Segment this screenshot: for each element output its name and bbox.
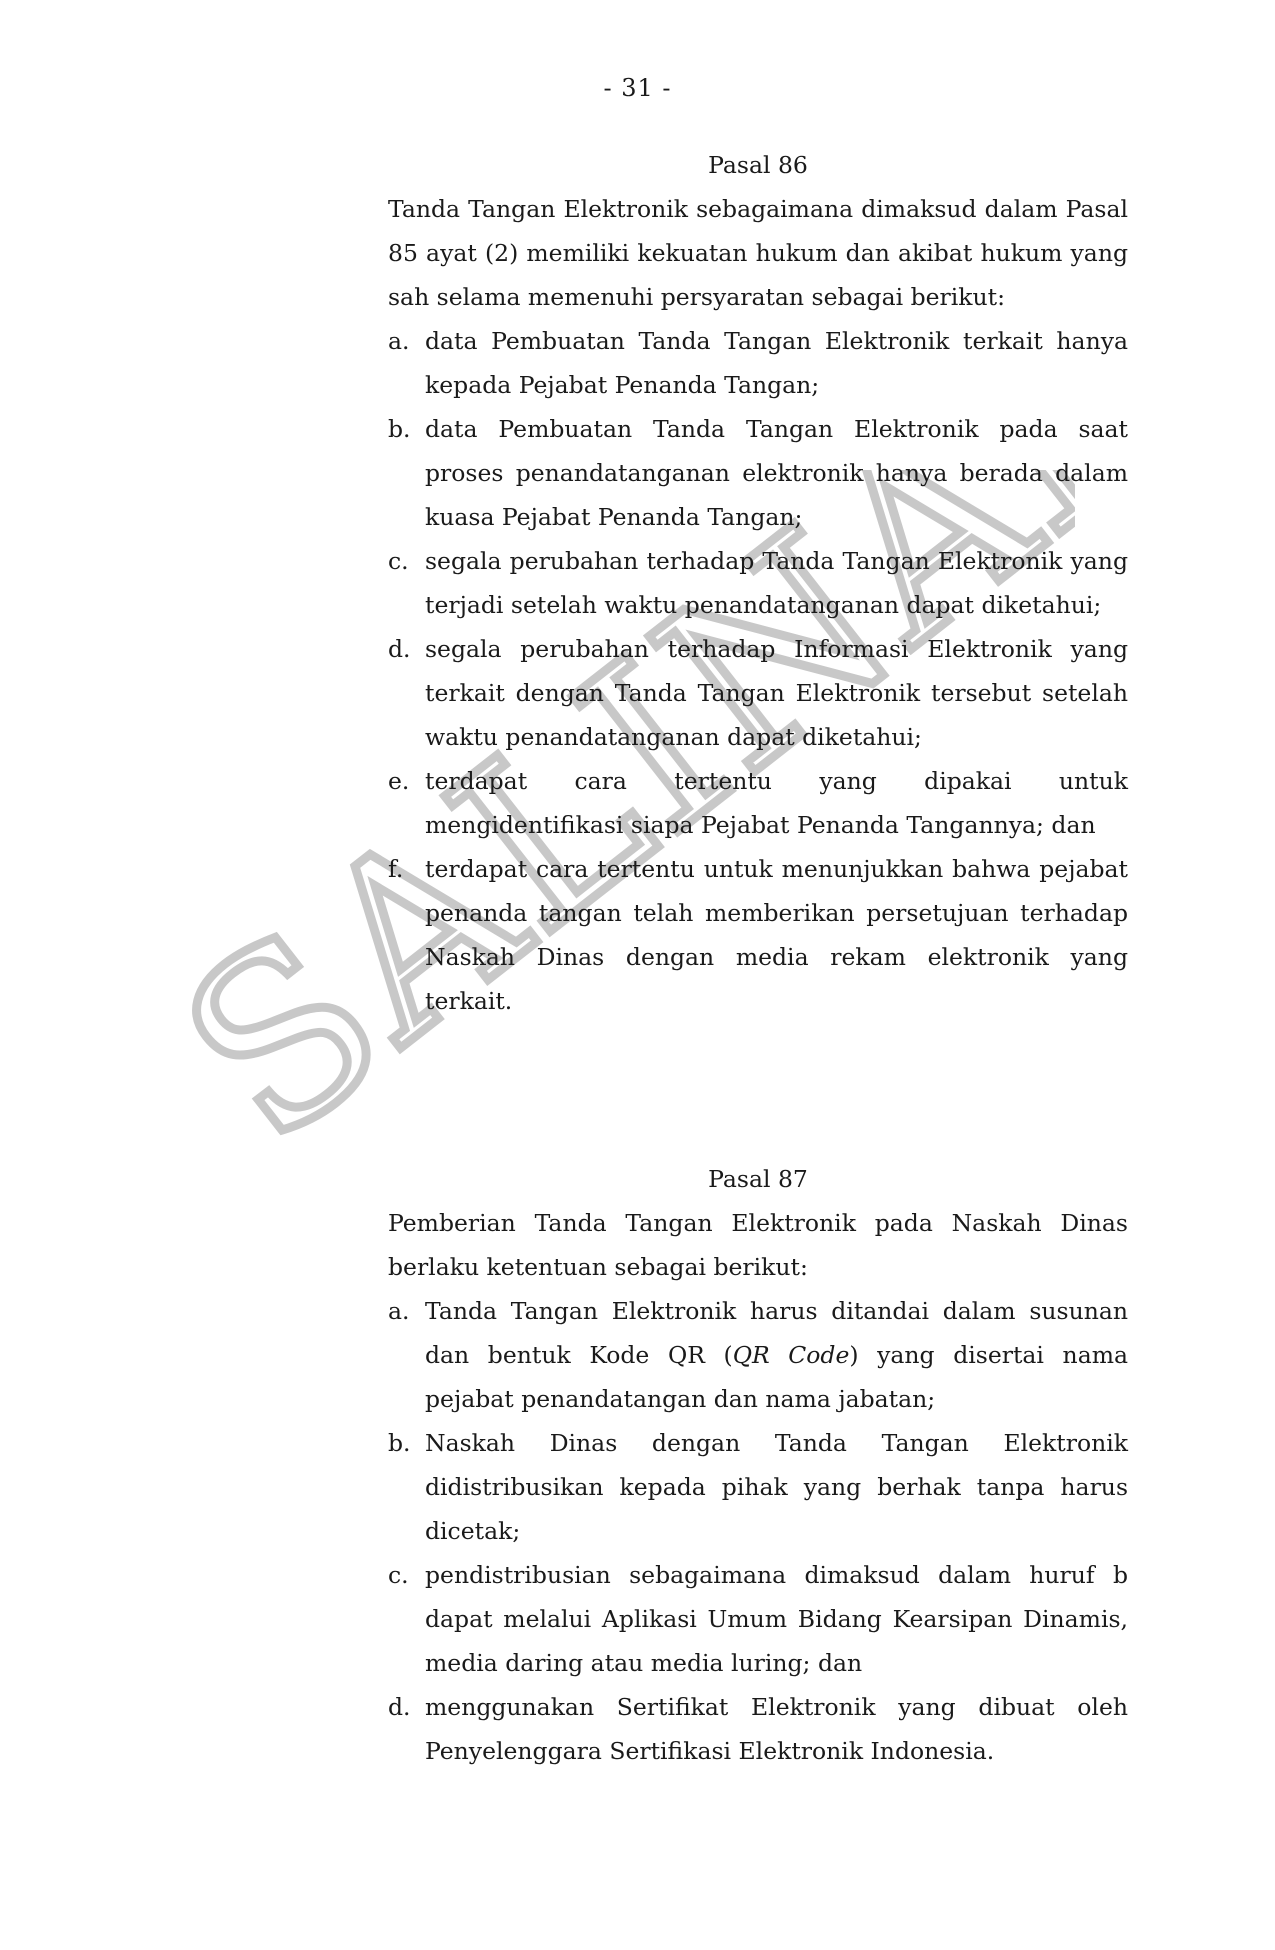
article-87	[388, 1157, 1128, 1773]
list-item	[388, 1553, 1128, 1685]
list-item	[388, 319, 1128, 407]
watermark-text: SALINAN	[175, 470, 1075, 1170]
article-intro: Pemberian Tanda Tangan Elektronik pada Naskah Dinas berlaku ketentuan sebagai berikut:	[388, 1209, 1128, 1281]
list-marker: b.	[388, 1429, 411, 1457]
list-item	[388, 1685, 1128, 1773]
list-marker: c.	[388, 1561, 409, 1589]
list-item-text: segala perubahan terhadap Informasi Elektronik yang terkait dengan Tanda Tangan Elektronik tersebut setelah waktu penandatanganan dapat diketahui;	[425, 635, 1128, 751]
list-item-text: segala perubahan terhadap Tanda Tangan Elektronik yang terjadi setelah waktu penandatanganan dapat diketahui;	[425, 547, 1128, 619]
list-marker: b.	[388, 415, 411, 443]
italic-term: QR Code	[732, 1341, 850, 1369]
list-item-text: data Pembuatan Tanda Tangan Elektronik pada saat proses penandatanganan elektronik hanya berada dalam kuasa Pejabat Penanda Tangan;	[425, 415, 1128, 531]
list-item	[388, 539, 1128, 627]
text-segment: ) yang disertai nama pejabat penandatangan dan nama jabatan;	[425, 1341, 1128, 1413]
list-item	[388, 627, 1128, 759]
list-item	[388, 407, 1128, 539]
list-item-text: pendistribusian sebagaimana dimaksud dalam huruf b dapat melalui Aplikasi Umum Bidang Kearsipan Dinamis, media daring atau media luring; dan	[425, 1561, 1128, 1677]
list-item-text	[425, 1289, 1128, 1421]
list-marker: f.	[388, 855, 404, 883]
list-item	[388, 759, 1128, 847]
list-marker: d.	[388, 635, 411, 663]
list-marker: a.	[388, 327, 410, 355]
requirement-list	[388, 319, 1128, 1023]
article-title: Pasal 86	[708, 151, 808, 179]
list-item-text: Naskah Dinas dengan Tanda Tangan Elektronik didistribusikan kepada pihak yang berhak tanpa harus dicetak;	[425, 1429, 1128, 1545]
provision-list	[388, 1289, 1128, 1773]
list-marker: e.	[388, 767, 410, 795]
page-number: - 31 -	[603, 74, 672, 102]
list-item	[388, 847, 1128, 1023]
article-title: Pasal 87	[708, 1165, 808, 1193]
list-item	[388, 1289, 1128, 1421]
list-item-text: menggunakan Sertifikat Elektronik yang dibuat oleh Penyelenggara Sertifikasi Elektronik Indonesia.	[425, 1693, 1128, 1765]
article-intro: Tanda Tangan Elektronik sebagaimana dimaksud dalam Pasal 85 ayat (2) memiliki kekuatan hukum dan akibat hukum yang sah selama memenuhi persyaratan sebagai berikut:	[388, 195, 1128, 311]
list-item-text: terdapat cara tertentu untuk menunjukkan bahwa pejabat penanda tangan telah memberikan persetujuan terhadap Naskah Dinas dengan media rekam elektronik yang terkait.	[425, 855, 1128, 1015]
list-marker: a.	[388, 1297, 410, 1325]
list-marker: d.	[388, 1693, 411, 1721]
list-item-text: data Pembuatan Tanda Tangan Elektronik terkait hanya kepada Pejabat Penanda Tangan;	[425, 327, 1128, 399]
list-item	[388, 1421, 1128, 1553]
list-item-text: terdapat cara tertentu yang dipakai untuk mengidentifikasi siapa Pejabat Penanda Tangannya; dan	[425, 767, 1128, 839]
list-marker: c.	[388, 547, 409, 575]
text-segment: Tanda Tangan Elektronik harus ditandai dalam susunan dan bentuk Kode QR (	[425, 1297, 1128, 1369]
article-86	[388, 143, 1128, 1023]
